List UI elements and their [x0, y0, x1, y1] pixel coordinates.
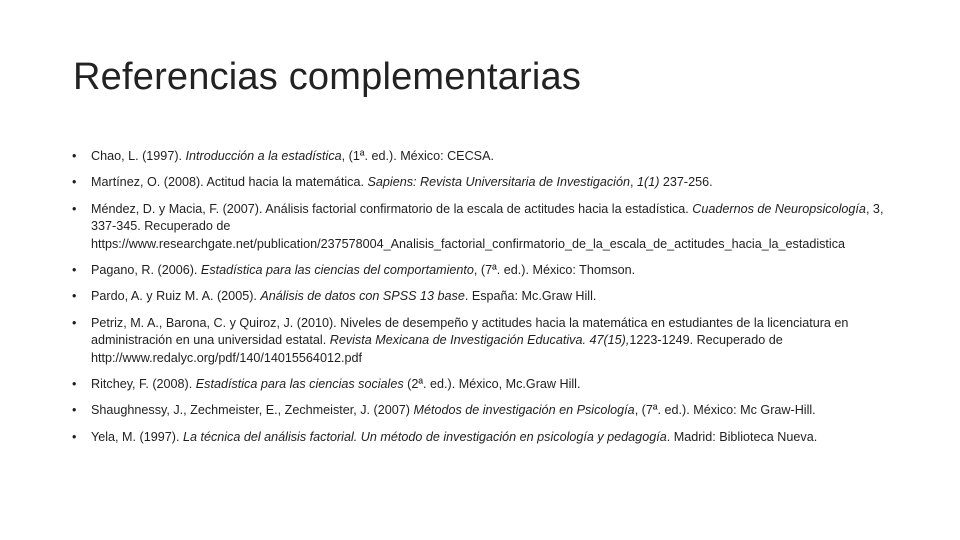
reference-text: Yela, M. (1997). [91, 429, 183, 444]
reference-item [72, 429, 900, 446]
reference-italic-text: Métodos de investigación en Psicología [413, 403, 635, 418]
bullet-icon: • [72, 149, 77, 163]
reference-text: , [630, 175, 637, 190]
reference-italic-text: Cuadernos de Neuropsicología [692, 201, 866, 216]
reference-italic-text: 1(1) [637, 175, 660, 190]
reference-text: . España: Mc.Graw Hill. [464, 289, 597, 304]
bullet-icon: • [72, 263, 77, 278]
reference-item [72, 315, 900, 367]
reference-text: Petriz, M. A., Barona, C. y Quiroz, J. (2010). Niveles de desempeño y actitudes hacia la matemática en estudiantes de la licenciatura en administración en una universidad estatal. [91, 315, 849, 348]
reference-italic-text: Revista Mexicana de Investigación Educativa. [329, 333, 586, 348]
reference-text: Méndez, D. y Macia, F. (2007). Análisis factorial confirmatorio de la escala de actitudes hacia la estadística. [91, 201, 693, 216]
reference-item [72, 174, 900, 191]
bullet-icon: • [72, 429, 77, 444]
reference-text: . Madrid: Biblioteca Nueva. [666, 429, 818, 444]
reference-text: 1223-1249. Recuperado de http://www.redalyc.org/pdf/140/14015564012.pdf [91, 333, 783, 365]
reference-text: (2ª. ed.). México, Mc.Graw Hill. [403, 377, 581, 392]
reference-italic-text: Introducción a la estadística [185, 149, 342, 163]
reference-text: Chao, L. (1997). [91, 149, 186, 163]
bullet-icon: • [72, 289, 77, 304]
bullet-icon: • [72, 175, 77, 190]
reference-list [72, 148, 900, 455]
reference-italic-text: La técnica del análisis factorial. Un método de investigación en psicología y pedagogía [182, 429, 667, 444]
reference-italic-text: Estadística para las ciencias del comportamiento [200, 263, 474, 278]
reference-item [72, 148, 900, 165]
reference-text: Ritchey, F. (2008). [91, 377, 196, 392]
reference-item [72, 402, 900, 419]
bullet-icon: • [72, 403, 77, 418]
reference-text: 237-256. [659, 175, 713, 190]
reference-text: , (7ª. ed.). México: Mc Graw-Hill. [634, 403, 816, 418]
reference-item [72, 201, 900, 253]
reference-text: , (7ª. ed.). México: Thomson. [473, 263, 636, 278]
reference-italic-text: 47(15), [589, 333, 630, 348]
reference-item [72, 262, 900, 279]
bullet-icon: • [72, 201, 77, 216]
bullet-icon: • [72, 315, 77, 330]
reference-text: Pardo, A. y Ruiz M. A. (2005). [91, 289, 261, 304]
reference-text: Pagano, R. (2006). [91, 263, 201, 278]
reference-italic-text: Análisis de datos con SPSS 13 base [260, 289, 465, 304]
reference-text: Martínez, O. (2008). Actitud hacia la matemática. [91, 175, 368, 190]
bullet-icon: • [72, 377, 77, 392]
reference-text: , 3, 337-345. Recuperado de https://www.researchgate.net/publication/237578004_Analisis_factorial_confirmatorio_de_la_escala_de_actitudes_hacia_la_estadistica [91, 201, 884, 251]
reference-italic-text: Sapiens: Revista Universitaria de Investigación [367, 175, 630, 190]
reference-text: Shaughnessy, J., Zechmeister, E., Zechmeister, J. (2007) [91, 403, 414, 418]
page-title: Referencias complementarias [73, 56, 582, 98]
reference-italic-text: Estadística para las ciencias sociales [195, 377, 404, 392]
reference-text: , (1ª. ed.). México: CECSA. [341, 149, 494, 163]
reference-item [72, 288, 900, 305]
reference-item [72, 376, 900, 393]
